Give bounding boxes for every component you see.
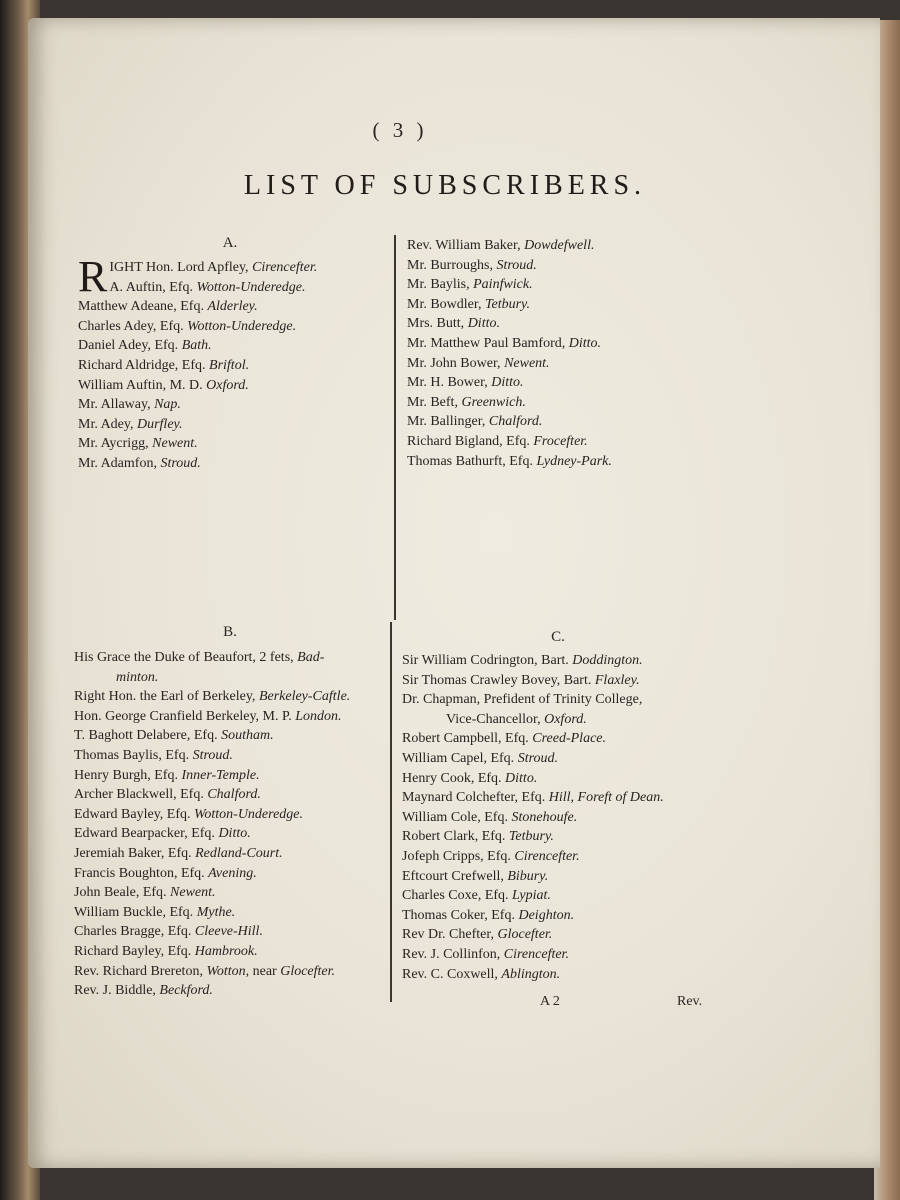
entry-place: Stonehoufe. xyxy=(511,809,578,825)
list-item xyxy=(78,395,378,415)
entry-name: Matthew Adeane, Efq. xyxy=(78,299,208,315)
entry-name: Thomas Coker, Efq. xyxy=(402,907,519,923)
entry-name: Charles Bragge, Efq. xyxy=(74,924,195,940)
entry-place: Cleeve-Hill. xyxy=(194,924,263,940)
list-item xyxy=(74,824,384,844)
entry-place: Greenwich. xyxy=(461,394,526,410)
entry-place: Tetbury. xyxy=(485,296,530,312)
entry-place: Flaxley. xyxy=(594,672,640,688)
section-a-right-column xyxy=(407,236,737,471)
entry-place: Ablington. xyxy=(501,966,561,982)
entry-name: Rev. J. Collinfon, xyxy=(402,946,504,962)
entry-name: Mr. John Bower, xyxy=(407,355,505,371)
entry-place: Inner-Temple. xyxy=(181,767,260,783)
list-item xyxy=(74,785,384,805)
entry-name: Jofeph Cripps, Efq. xyxy=(402,848,515,864)
list-item xyxy=(74,766,384,786)
list-item xyxy=(402,729,742,749)
entry-place: Avening. xyxy=(208,865,257,881)
list-item xyxy=(402,886,742,906)
entry-place: Oxford. xyxy=(544,711,587,727)
page-number: ( 3 ) xyxy=(372,118,428,142)
signature-mark: A 2 xyxy=(540,994,560,1009)
page-title: LIST OF SUBSCRIBERS. xyxy=(243,170,647,201)
entry-place: Dowdefwell. xyxy=(524,238,595,253)
list-item xyxy=(402,788,742,808)
entry-name: Richard Bigland, Efq. xyxy=(407,433,534,449)
list-item xyxy=(78,376,378,396)
entry-place: Wotton, xyxy=(206,963,250,979)
entry-name: William Capel, Efq. xyxy=(402,750,518,766)
list-item xyxy=(74,922,384,942)
section-a-left-column xyxy=(78,252,378,474)
entry-name: Charles Adey, Efq. xyxy=(78,318,188,334)
entry-place: Creed-Place. xyxy=(532,731,606,747)
list-item xyxy=(74,805,384,825)
list-item xyxy=(402,808,742,828)
list-item xyxy=(78,336,378,356)
entry-place: Hambrook. xyxy=(194,943,258,959)
entry-place: Berkeley-Caftle. xyxy=(258,689,351,705)
entry-name: Mr. Burroughs, xyxy=(407,257,497,273)
section-letter-a: A. xyxy=(222,235,238,251)
list-item xyxy=(402,847,742,867)
column-divider-top xyxy=(394,235,396,620)
entry-place: Wotton-Underedge. xyxy=(187,318,297,334)
entry-place: Oxford. xyxy=(206,377,249,393)
entry-name: John Beale, Efq. xyxy=(74,885,171,901)
section-letter-c: C. xyxy=(551,629,565,645)
entry-name: Thomas Baylis, Efq. xyxy=(74,747,193,763)
list-item xyxy=(78,278,378,298)
entry-name: Mr. Adamfon, xyxy=(78,455,161,471)
entry-name: Rev Dr. Chefter, xyxy=(402,927,498,943)
entry-place: Newent. xyxy=(504,355,550,371)
entry-place: Frocefter. xyxy=(533,433,588,449)
list-item xyxy=(74,864,384,884)
list-item xyxy=(407,354,737,374)
list-item xyxy=(402,827,742,847)
entry-place: Stroud. xyxy=(517,750,559,766)
list-item xyxy=(78,356,378,376)
entry-text: near xyxy=(249,963,281,979)
entry-place: Ditto. xyxy=(505,770,538,786)
entry-place: Alderley. xyxy=(207,299,258,315)
entry-place: London. xyxy=(295,708,342,724)
entry-name: William Auftin, M. D. xyxy=(78,377,207,393)
list-item xyxy=(78,297,378,317)
entry-place: minton. xyxy=(116,669,159,685)
entry-name: Eftcourt Crefwell, xyxy=(402,868,508,884)
entry-name: Richard Bayley, Efq. xyxy=(74,943,195,959)
entry-place: Newent. xyxy=(152,436,198,452)
list-item xyxy=(74,962,384,982)
entry-name: Francis Boughton, Efq. xyxy=(74,865,209,881)
entry-name: William Buckle, Efq. xyxy=(74,904,197,920)
entry-name: Robert Campbell, Efq. xyxy=(402,731,533,747)
entry-name: Mr. Matthew Paul Bamford, xyxy=(407,335,569,351)
entry-name: Rev. William Baker, xyxy=(407,238,525,253)
entry-place: Wotton-Underedge. xyxy=(196,279,306,295)
list-item xyxy=(78,415,378,435)
entry-name: Dr. Chapman, Prefident of Trinity College, xyxy=(402,692,643,708)
list-item xyxy=(74,746,384,766)
entry-name: Archer Blackwell, Efq. xyxy=(74,787,208,803)
list-item xyxy=(407,275,737,295)
entry-place: Bibury. xyxy=(507,868,549,884)
list-item xyxy=(78,317,378,337)
list-item xyxy=(402,906,742,926)
entry-name: Maynard Colchefter, Efq. xyxy=(402,790,549,806)
entry-name: Mr. H. Bower, xyxy=(407,375,492,391)
entry-name: Mr. Bowdler, xyxy=(407,296,485,312)
entry-name: Mr. Allaway, xyxy=(78,397,155,413)
entry-name: A. Auftin, Efq. xyxy=(109,279,197,295)
entry-name: Sir William Codrington, Bart. xyxy=(402,653,573,668)
entry-name: Rev. J. Biddle, xyxy=(74,983,160,999)
entry-place: Mythe. xyxy=(196,904,236,920)
list-item xyxy=(402,769,742,789)
list-item xyxy=(407,295,737,315)
entry-name: His Grace the Duke of Beaufort, 2 fets, xyxy=(74,650,298,665)
entry-name: Mrs. Butt, xyxy=(407,316,468,332)
entry-name: Mr. Baylis, xyxy=(407,277,474,293)
list-item xyxy=(407,314,737,334)
entry-name: Jeremiah Baker, Efq. xyxy=(74,845,196,861)
entry-place: Hill, Foreft of Dean. xyxy=(548,790,664,806)
entry-name: IGHT Hon. Lord Apfley, xyxy=(109,260,253,275)
list-item xyxy=(402,965,742,985)
list-item xyxy=(74,942,384,962)
entry-place: Painfwick. xyxy=(473,277,533,293)
section-c-column xyxy=(402,651,742,984)
list-item xyxy=(402,925,742,945)
drop-cap: R xyxy=(78,252,108,301)
list-item xyxy=(78,434,378,454)
list-item xyxy=(402,651,742,671)
list-item xyxy=(407,373,737,393)
list-item xyxy=(78,454,378,474)
entry-place: Durfley. xyxy=(136,416,183,432)
entry-name: Vice-Chancellor, xyxy=(446,711,545,727)
entry-name: Mr. Adey, xyxy=(78,416,137,432)
list-item xyxy=(74,648,384,668)
entry-place: Glocefter. xyxy=(280,963,336,979)
entry-place: Glocefter. xyxy=(497,927,553,943)
entry-name: Mr. Beft, xyxy=(407,394,462,410)
entry-place: Stroud. xyxy=(496,257,537,273)
entry-place: Bath. xyxy=(181,338,212,354)
entry-name: Sir Thomas Crawley Bovey, Bart. xyxy=(402,672,595,688)
list-item xyxy=(407,432,737,452)
entry-place: Briftol. xyxy=(209,357,250,373)
entry-name: Charles Coxe, Efq. xyxy=(402,888,513,904)
list-item xyxy=(402,671,742,691)
list-item xyxy=(407,334,737,354)
entry-place: Chalford. xyxy=(207,787,261,803)
list-item xyxy=(74,844,384,864)
section-letter-b: B. xyxy=(223,624,237,640)
entry-name: Rev. Richard Brereton, xyxy=(74,963,207,979)
entry-name: William Cole, Efq. xyxy=(402,809,512,825)
entry-name: Mr. Aycrigg, xyxy=(78,436,153,452)
entry-place: Deighton. xyxy=(518,907,575,923)
entry-place: Wotton-Underedge. xyxy=(194,806,303,822)
entry-name: Robert Clark, Efq. xyxy=(402,829,509,845)
list-item xyxy=(402,867,742,887)
entry-name: Thomas Bathurft, Efq. xyxy=(407,453,537,469)
entry-place: Ditto. xyxy=(568,335,602,351)
entry-place: Tetbury. xyxy=(508,829,554,845)
entry-place: Chalford. xyxy=(488,414,543,430)
entry-place: Newent. xyxy=(170,885,216,901)
list-item xyxy=(402,749,742,769)
list-item xyxy=(74,883,384,903)
list-item xyxy=(407,256,737,276)
list-item xyxy=(407,236,737,256)
entry-name: T. Baghott Delabere, Efq. xyxy=(74,728,222,744)
catchword: Rev. xyxy=(677,994,703,1009)
entry-place: Southam. xyxy=(221,728,274,744)
entry-place: Cirencefter. xyxy=(252,260,318,275)
entry-name: Henry Cook, Efq. xyxy=(402,770,506,786)
section-b-column xyxy=(74,648,384,1001)
entry-place: Ditto. xyxy=(491,375,524,391)
entry-place: Lypiat. xyxy=(512,888,551,904)
list-item xyxy=(402,945,742,965)
entry-name: Edward Bayley, Efq. xyxy=(74,806,194,822)
entry-name: Rev. C. Coxwell, xyxy=(402,966,502,982)
entry-place: Redland-Court. xyxy=(195,845,283,861)
entry-place: Doddington. xyxy=(572,653,643,668)
entry-name: Daniel Adey, Efq. xyxy=(78,338,182,354)
entry-place: Stroud. xyxy=(160,455,201,471)
list-item xyxy=(407,412,737,432)
entry-place: Cirencefter. xyxy=(514,848,580,864)
list-item xyxy=(402,710,742,730)
list-item xyxy=(407,393,737,413)
entry-place: Stroud. xyxy=(192,747,233,763)
list-item xyxy=(402,690,742,710)
entry-place: Beckford. xyxy=(159,983,213,999)
entry-place: Lydney-Park. xyxy=(536,453,612,469)
entry-name: Hon. George Cranfield Berkeley, M. P. xyxy=(74,708,296,724)
entry-place: Cirencefter. xyxy=(503,946,569,962)
list-item xyxy=(74,726,384,746)
entry-name: Right Hon. the Earl of Berkeley, xyxy=(74,689,259,705)
entry-name: Mr. Ballinger, xyxy=(407,414,489,430)
entry-place: Nap. xyxy=(154,397,181,413)
column-divider-bottom xyxy=(390,622,392,1002)
entry-place: Ditto. xyxy=(218,826,251,842)
list-item xyxy=(74,981,384,1001)
list-item xyxy=(74,903,384,923)
entry-name: Henry Burgh, Efq. xyxy=(74,767,182,783)
list-item xyxy=(74,707,384,727)
list-item xyxy=(407,452,737,472)
list-item xyxy=(74,687,384,707)
list-item xyxy=(74,668,384,688)
entry-place: Bad- xyxy=(297,650,325,665)
entry-place: Ditto. xyxy=(467,316,500,332)
entry-name: Richard Aldridge, Efq. xyxy=(78,357,210,373)
entry-name: Edward Bearpacker, Efq. xyxy=(74,826,219,842)
